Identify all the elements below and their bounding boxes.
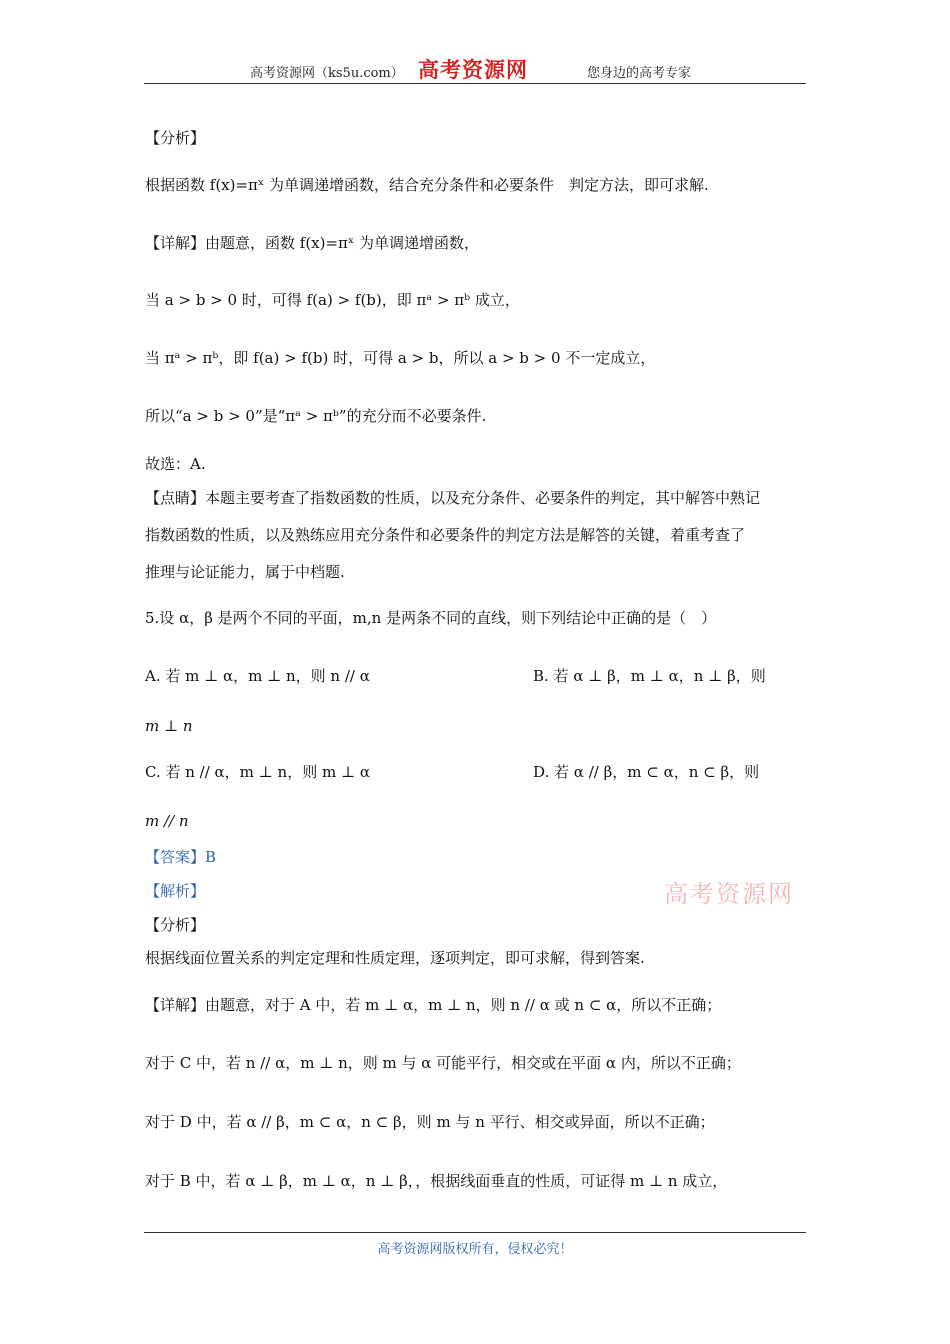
header-right: 您身边的高考专家 xyxy=(587,66,692,81)
detail-line-3: 当 πᵃ > πᵇ，即 f(a) > f(b) 时，可得 a > b，所以 a > b > 0 不一定成立， xyxy=(145,349,656,367)
solution-label: 【解析】 xyxy=(145,882,206,900)
comment-line-2: 指数函数的性质，以及熟练应用充分条件和必要条件的判定方法是解答的关键，着重考查了 xyxy=(145,526,746,544)
answer-label: 【答案】B xyxy=(145,848,217,866)
analysis-heading-2: 【分析】 xyxy=(145,916,206,934)
watermark: 高考资源网 xyxy=(664,880,794,908)
detail-a: 【详解】由题意，对于 A 中，若 m ⊥ α，m ⊥ n，则 n // α 或 n ⊂ α，所以不正确； xyxy=(145,996,722,1014)
option-c: C. 若 n // α，m ⊥ n，则 m ⊥ α xyxy=(145,763,370,781)
option-d-continued: m // n xyxy=(145,812,189,830)
header-rule xyxy=(144,83,806,84)
analysis-heading: 【分析】 xyxy=(145,129,206,147)
analysis-text: 根据函数 f(x)=πˣ 为单调递增函数，结合充分条件和必要条件 判定方法，即可求解. xyxy=(145,176,709,194)
detail-c: 对于 C 中，若 n // α，m ⊥ n，则 m 与 α 可能平行，相交或在平面 α 内，所以不正确； xyxy=(145,1054,741,1072)
analysis-text-2: 根据线面位置关系的判定定理和性质定理，逐项判定，即可求解，得到答案. xyxy=(145,949,645,967)
choice-line: 故选：A. xyxy=(145,455,206,473)
site-logo: 高考资源网 xyxy=(418,57,528,82)
detail-b: 对于 B 中，若 α ⊥ β，m ⊥ α，n ⊥ β，，根据线面垂直的性质，可证得 m ⊥ n 成立， xyxy=(145,1172,728,1190)
detail-d: 对于 D 中，若 α // β，m ⊂ α，n ⊂ β，则 m 与 n 平行、相交或异面，所以不正确； xyxy=(145,1113,715,1131)
footer-copyright: 高考资源网版权所有，侵权必究！ xyxy=(377,1242,573,1257)
detail-line-1: 【详解】由题意，函数 f(x)=πˣ 为单调递增函数， xyxy=(145,234,480,252)
comment-line-3: 推理与论证能力，属于中档题. xyxy=(145,563,345,581)
header-left: 高考资源网（ks5u.com） xyxy=(250,66,404,81)
footer-rule xyxy=(144,1232,806,1233)
comment-line-1: 【点睛】本题主要考查了指数函数的性质，以及充分条件、必要条件的判定，其中解答中熟记 xyxy=(145,489,761,507)
detail-line-2: 当 a > b > 0 时，可得 f(a) > f(b)，即 πᵃ > πᵇ 成立， xyxy=(145,291,520,309)
option-a: A. 若 m ⊥ α，m ⊥ n，则 n // α xyxy=(145,667,370,685)
detail-line-4: 所以“a > b > 0”是“πᵃ > πᵇ”的充分而不必要条件. xyxy=(145,407,487,425)
option-b-continued: m ⊥ n xyxy=(145,717,193,735)
option-d: D. 若 α // β，m ⊂ α，n ⊂ β，则 xyxy=(533,763,760,781)
option-b: B. 若 α ⊥ β，m ⊥ α，n ⊥ β，则 xyxy=(533,667,766,685)
question-5: 5.设 α，β 是两个不同的平面，m,n 是两条不同的直线，则下列结论中正确的是（ ） xyxy=(145,609,717,627)
